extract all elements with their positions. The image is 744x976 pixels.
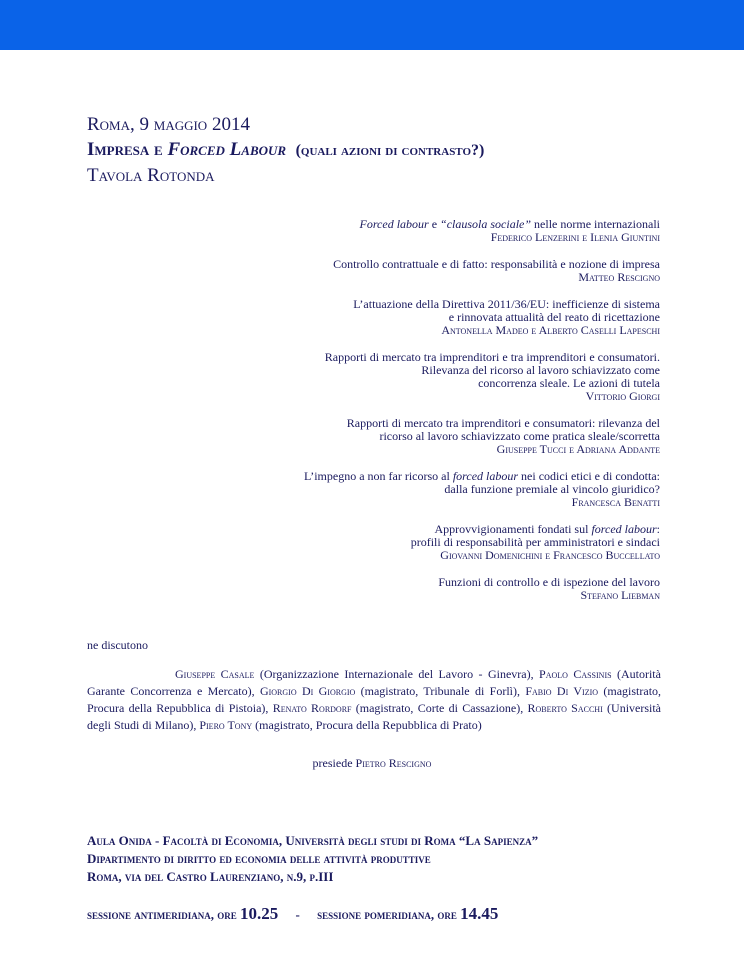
discussant-name: Giorgio Di Giorgio: [259, 684, 356, 698]
talk-item: Approvvigionamenti fondati sul forced labour: profili di responsabilità per amministratori e sindaci Giovanni Domenichini e Francesco Buccellato: [260, 523, 660, 562]
sessions-line: sessione antimeridiana, ore 10.25 - sessione pomeridiana, ore 14.45: [87, 904, 499, 923]
talk-item: Rapporti di mercato tra imprenditori e consumatori: rilevanza del ricorso al lavoro schiavizzato come pratica sleale/scorretta Giuseppe Tucci e Adriana Addante: [260, 417, 660, 456]
venue-line-2: Dipartimento di diritto ed economia delle attività produttive: [87, 851, 431, 866]
event-date: Roma, 9 maggio 2014: [87, 114, 250, 135]
talk-authors: Francesca Benatti: [571, 495, 660, 509]
talk-authors: Giuseppe Tucci e Adriana Addante: [496, 442, 660, 456]
talk-item: L’attuazione della Direttiva 2011/36/EU: inefficienze di sistema e rinnovata attualità del reato di ricettazione Antonella Madeo e Alberto Caselli Lapeschi: [260, 298, 660, 337]
talk-item: Funzioni di controllo e di ispezione del lavoro Stefano Liebman: [260, 576, 660, 602]
discussants-paragraph: Giuseppe Casale (Organizzazione Internazionale del Lavoro - Ginevra), Paolo Cassinis (Autorità Garante Concorrenza e Mercato), Giorgio Di Giorgio (magistrato, Tribunale di Forlì), Fabio Di Vizio (magistrato, Procura della Repubblica di Pistoia), Renato Rordorf (magistrato, Corte di Cassazione), Roberto Sacchi (Università degli Studi di Milano), Piero Tony (magistrato, Procura della Repubblica di Prato): [87, 667, 662, 732]
chair-line: presiede Pietro Rescigno: [312, 756, 432, 770]
discussant-name: Paolo Cassinis: [539, 667, 612, 681]
venue-block: [87, 832, 538, 886]
talk-authors: Giovanni Domenichini e Francesco Buccellato: [440, 548, 660, 562]
afternoon-time: 14.45: [460, 904, 499, 923]
talk-authors: Vittorio Giorgi: [585, 389, 660, 403]
talk-item: Forced labour e “clausola sociale” nelle norme internazionali Federico Lenzerini e Ilenia Giuntini: [260, 218, 660, 244]
talk-item: L’impegno a non far ricorso al forced labour nei codici etici e di condotta: dalla funzione premiale al vincolo giuridico? Francesca Benatti: [260, 470, 660, 509]
chair-name: Pietro Rescigno: [355, 756, 432, 770]
talk-item: Rapporti di mercato tra imprenditori e tra imprenditori e consumatori. Rilevanza del ricorso al lavoro schiavizzato come concorrenza sleale. Le azioni di tutela Vittorio Giorgi: [260, 351, 660, 403]
event-subtitle: Tavola Rotonda: [87, 165, 215, 186]
top-color-bar: [0, 0, 744, 50]
talk-authors: Matteo Rescigno: [578, 270, 660, 284]
header-block: [87, 112, 484, 188]
discussant-name: Fabio Di Vizio: [525, 684, 599, 698]
talk-authors: Stefano Liebman: [580, 588, 660, 602]
discussant-name: Renato Rordorf: [272, 701, 352, 715]
discussant-name: Roberto Sacchi: [527, 701, 603, 715]
morning-time: 10.25: [240, 904, 279, 923]
venue-line-3: Roma, via del Castro Laurenziano, n.9, p.III: [87, 869, 334, 884]
talk-item: Controllo contrattuale e di fatto: responsabilità e nozione di impresa Matteo Rescigno: [260, 258, 660, 284]
event-title: Impresa e Forced Labour (quali azioni di contrasto?): [87, 139, 485, 160]
venue-line-1: Aula Onida - Facoltà di Economia, Università degli studi di Roma “La Sapienza”: [87, 833, 539, 848]
talk-authors: Federico Lenzerini e Ilenia Giuntini: [490, 230, 660, 244]
discussant-name: Piero Tony: [199, 718, 253, 732]
discussants-label: ne discutono: [87, 638, 148, 652]
talks-list: [260, 218, 660, 616]
discussant-name: Giuseppe Casale: [175, 667, 255, 681]
talk-authors: Antonella Madeo e Alberto Caselli Lapeschi: [441, 323, 660, 337]
